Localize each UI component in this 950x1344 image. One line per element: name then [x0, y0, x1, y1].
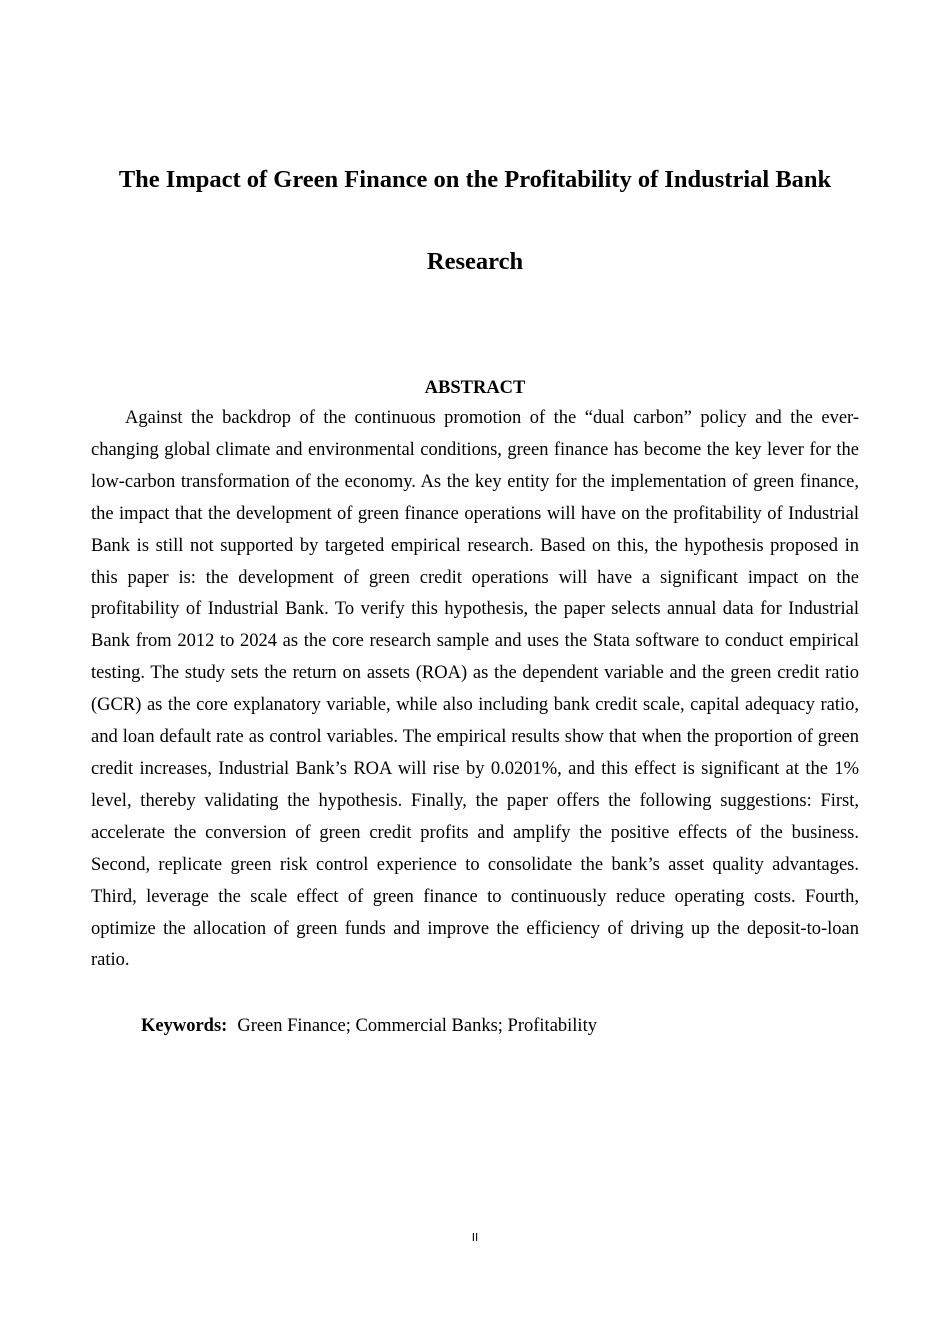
keywords-line [141, 1012, 597, 1040]
abstract-paragraph: Against the backdrop of the continuous promotion of the “dual carbon” policy and the ever-changing global climate and environmental conditions, green finance has become the key lever for the low-carbon transformation of the economy. As the key entity for the implementation of green finance, the impact that the development of green finance operations will have on the profitability of Industrial Bank is still not supported by targeted empirical research. Based on this, the hypothesis proposed in this paper is: the development of green credit operations will have a significant impact on the profitability of Industrial Bank. To verify this hypothesis, the paper selects annual data for Industrial Bank from 2012 to 2024 as the core research sample and uses the Stata software to conduct empirical testing. The study sets the return on assets (ROA) as the dependent variable and the green credit ratio (GCR) as the core explanatory variable, while also including bank credit scale, capital adequacy ratio, and loan default rate as control variables. The empirical results show that when the proportion of green credit increases, Industrial Bank’s ROA will rise by 0.0201%, and this effect is significant at the 1% level, thereby validating the hypothesis. Finally, the paper offers the following suggestions: First, accelerate the conversion of green credit profits and amplify the positive effects of the business. Second, replicate green risk control experience to consolidate the bank’s asset quality advantages. Third, leverage the scale effect of green finance to continuously reduce operating costs. Fourth, optimize the allocation of green funds and improve the efficiency of driving up the deposit-to-loan ratio. [91, 408, 859, 971]
paper-title-line-1: The Impact of Green Finance on the Profitability of Industrial Bank [118, 166, 832, 193]
page-number: II [471, 1231, 479, 1244]
paper-title-line-2: Research [426, 248, 524, 275]
keywords-value: Green Finance; Commercial Banks; Profitability [237, 1016, 597, 1036]
abstract-heading: ABSTRACT [424, 378, 526, 398]
keywords-label: Keywords: [141, 1016, 228, 1036]
